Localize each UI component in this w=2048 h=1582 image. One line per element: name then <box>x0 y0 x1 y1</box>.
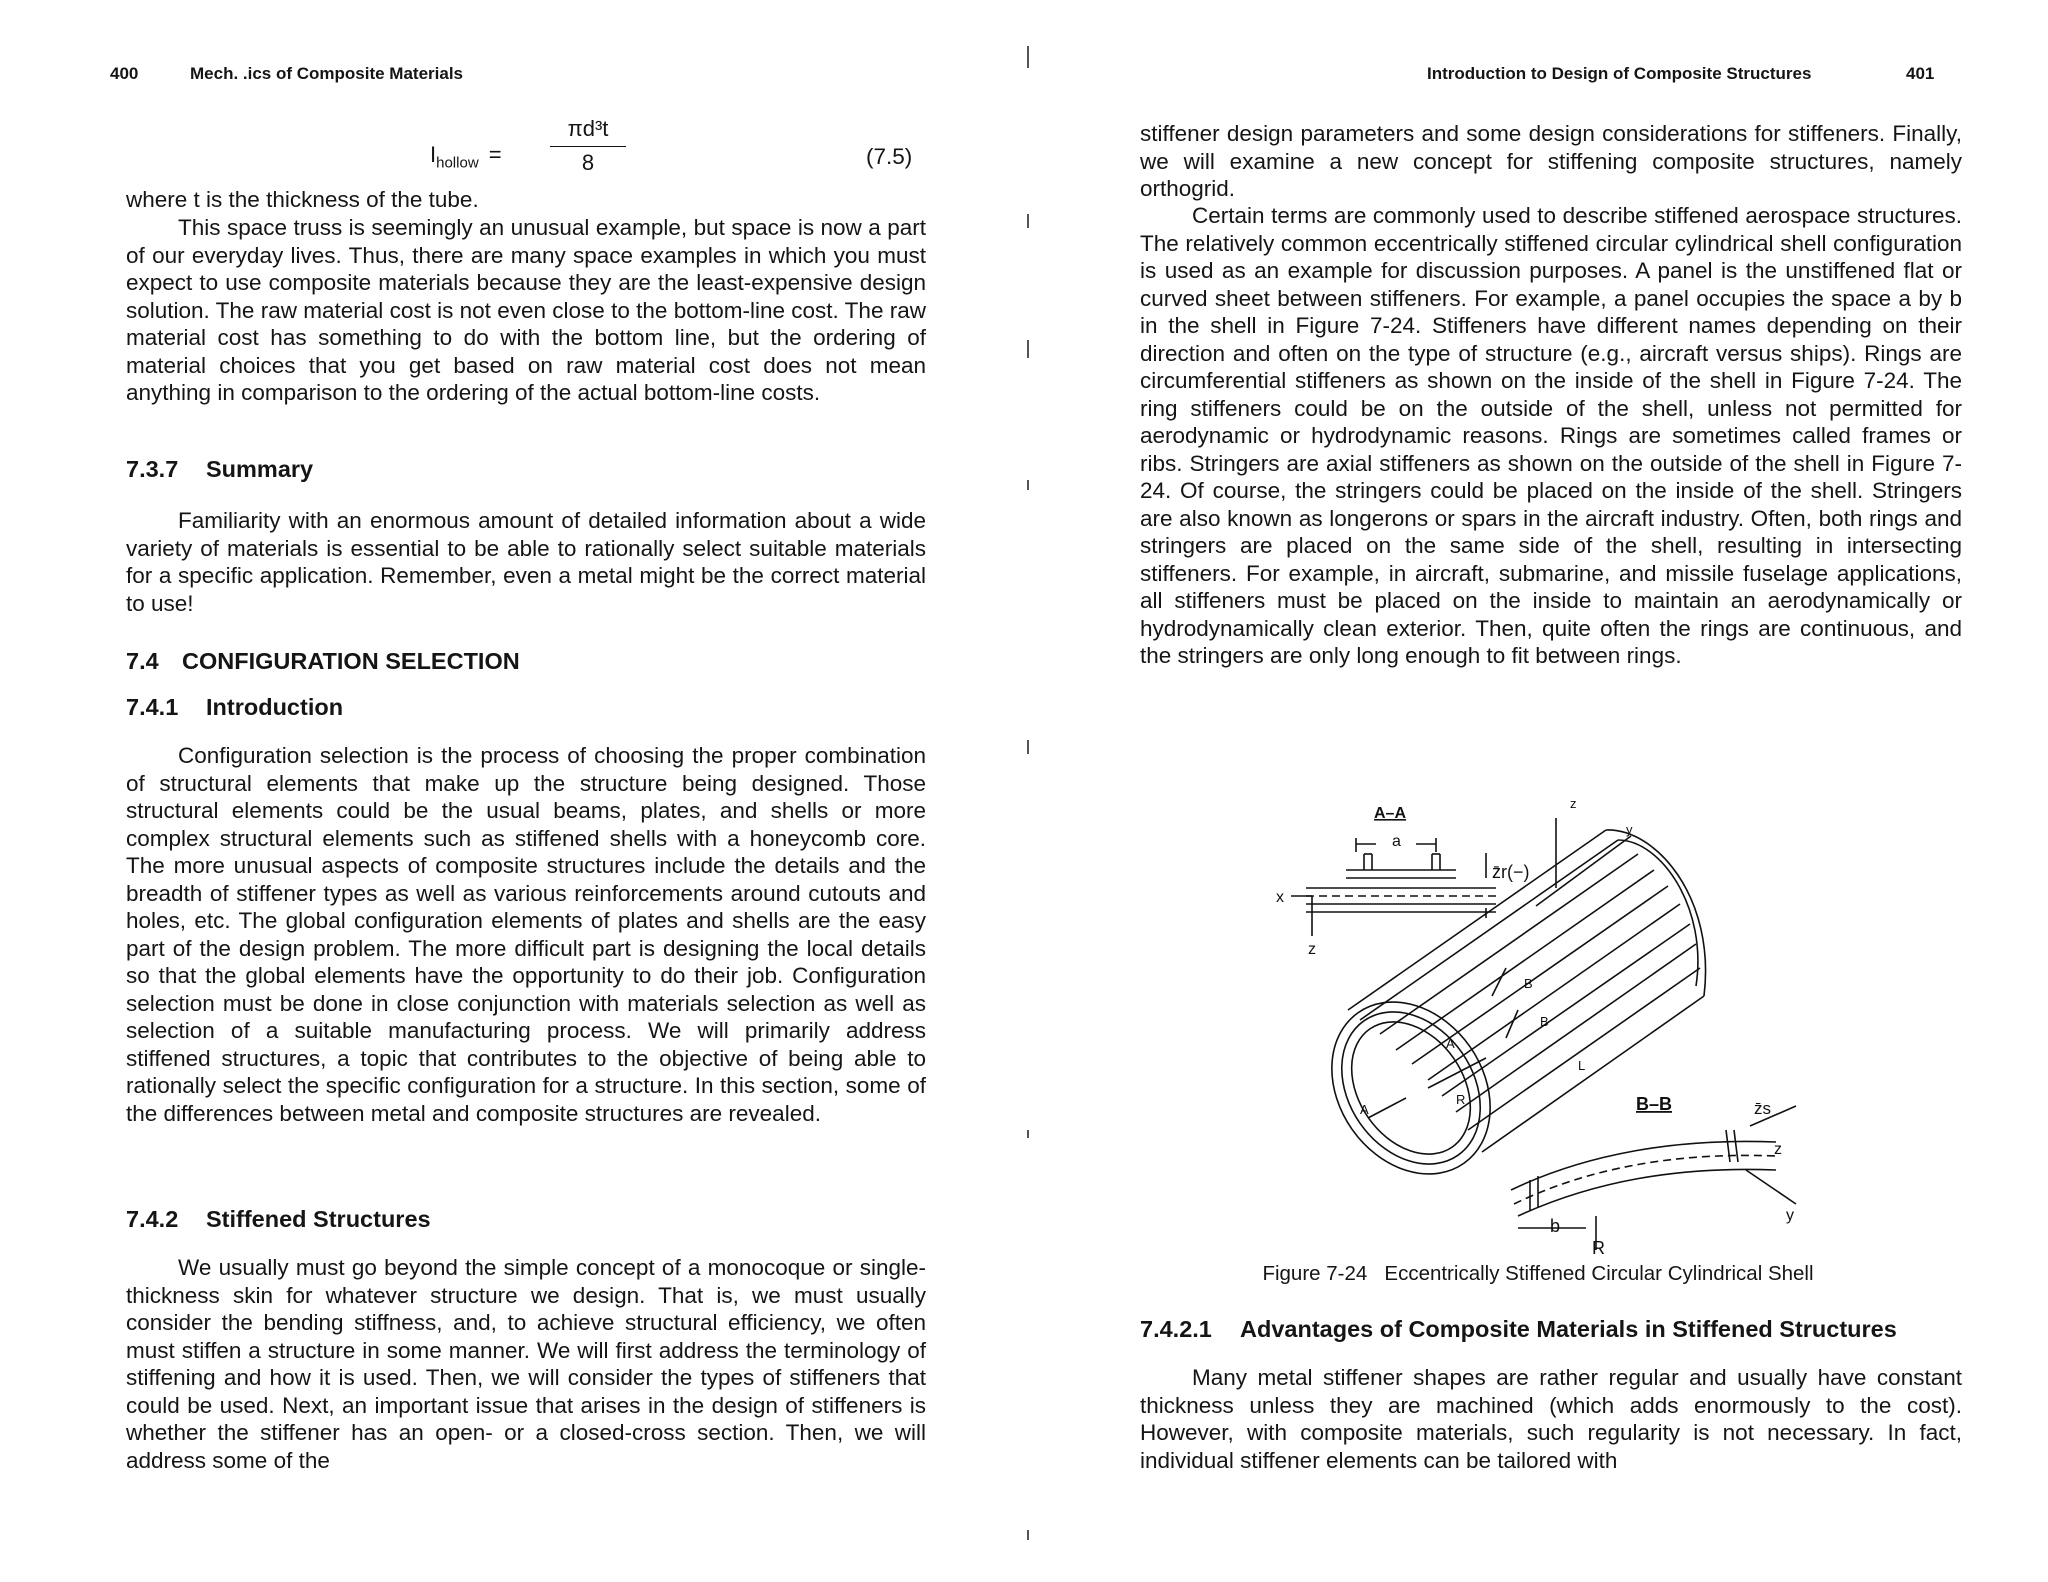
space-truss-text: This space truss is seemingly an unusual example, but space is now a part of our everyday lives. Thus, there are many space examples in which you must expect to use composite materials because they are the least-expensive design solution. The raw material cost is not even close to the bottom-line cost. The raw material cost has something to do with the bottom line, but the ordering of material choices that you get based on raw material cost does not mean anything in comparison to the ordering of the actual bottom-line costs. <box>126 215 926 405</box>
section-number: 7.3.7 <box>126 456 179 482</box>
terms-text: Certain terms are commonly used to describe stiffened aerospace structures. The relatively common eccentrically stiffened circular cylindrical shell configuration is used as an example for discussion purposes. A panel is the unstiffened flat or curved sheet between stiffeners. For example, a panel occupies the space a by b in the shell in Figure 7-24. Stiffeners have different names depending on their direction and often on the type of structure (e.g., aircraft versus ships). Rings are circumferential stiffeners as shown on the inside of the shell in Figure 7-24. The ring stiffeners could be on the outside of the shell, unless not permitted for aerodynamic or hydrodynamic reasons. Rings are sometimes called frames or ribs. Stringers are axial stiffeners as shown on the outside of the shell in Figure 7-24. Of course, the stringers could be placed on the inside of the shell. Stringers are also known as longerons or spars in the aircraft industry. Often, both rings and stringers are placed on the same side of the shell, resulting in intersecting stiffeners. For example, in aircraft, submarine, and missile fuselage applications, all stiffeners must be placed on the inside to maintain an aerodynamically or hydrodynamically clean exterior. Then, quite often the rings are continuous, and the stringers are only long enough to fit between rings. <box>1140 203 1962 668</box>
section-7-4-heading <box>126 648 520 675</box>
figure-7-24-diagram <box>1256 758 1826 1258</box>
label-r-bb: R <box>1592 1238 1605 1258</box>
fraction-bar <box>550 146 626 147</box>
label-y-bb: y <box>1786 1207 1794 1224</box>
label-y-axis: y <box>1626 822 1633 837</box>
section-title: CONFIGURATION SELECTION <box>182 648 520 674</box>
equation-numerator: πd³t <box>567 116 609 141</box>
stiffened-structures-paragraph <box>126 1254 926 1474</box>
introduction-paragraph <box>126 742 926 1127</box>
label-a-upper: A <box>1446 1036 1455 1051</box>
label-b-upper: B <box>1524 976 1533 991</box>
figure-caption-title: Eccentrically Stiffened Circular Cylindrical Shell <box>1384 1262 1814 1285</box>
label-zr: z̄r(−) <box>1492 862 1530 882</box>
where-line <box>126 186 926 214</box>
right-page-number: 401 <box>1906 64 1935 83</box>
section-title: Introduction <box>206 694 344 720</box>
section-title: Advantages of Composite Materials in Stiffened Structures <box>1240 1316 1897 1342</box>
label-z-bb: z <box>1774 1141 1782 1158</box>
section-number: 7.4 <box>126 648 159 674</box>
label-zs: z̄s <box>1754 1099 1771 1118</box>
label-x: x <box>1276 889 1284 906</box>
left-page-number: 400 <box>110 64 139 83</box>
summary-text: Familiarity with an enormous amount of detailed information about a wide variety of materials is essential to be able to rationally select suitable materials for a specific application. Remember, even a metal might be the correct material to use! <box>126 508 926 616</box>
introduction-text: Configuration selection is the process of choosing the proper combination of structural elements that make up the structure being designed. Those structural elements could be the usual beams, plates, and shells or more complex structural elements such as stiffened shells with a honeycomb core. The more unusual aspects of composite structures include the details and the breadth of stiffener types as well as various reinforcements around cutouts and holes, etc. The global configuration elements of plates and shells are the easy part of the design problem. The more difficult part is designing the local details so that the global elements have the opportunity to do their job. Configuration selection must be done in close conjunction with materials selection as well as selection of a suitable manufacturing process. We will primarily address stiffened structures, a topic that contributes to the objective of being able to rationally select the specific configuration for a structure. In this section, some of the differences between metal and composite structures are revealed. <box>126 743 926 1126</box>
label-z-section: z <box>1308 941 1316 958</box>
equation-subscript: hollow <box>436 154 479 172</box>
label-a: a <box>1392 833 1401 850</box>
right-running-head: Introduction to Design of Composite Structures <box>1427 64 1812 83</box>
stiffened-structures-text: We usually must go beyond the simple concept of a monocoque or single-thickness skin for whatever structure we design. That is, we must usually consider the bending stiffness, and, to achieve structural efficiency, we often must stiffen a structure in some manner. We will first address the terminology of stiffening and how it is used. Then, we will consider the types of stiffeners that could be used. Next, an important issue that arises in the design of stiffeners is whether the stiffener has an open- or a closed-cross section. Then, we will address some of the <box>126 1255 926 1473</box>
section-7-4-2-heading <box>126 1206 431 1233</box>
equation-number: (7.5) <box>866 144 913 169</box>
section-title: Stiffened Structures <box>206 1206 431 1232</box>
section-number: 7.4.1 <box>126 694 179 720</box>
continued-text: stiffener design parameters and some design considerations for stiffeners. Finally, we will examine a new concept for stiffening composite structures, namely orthogrid. <box>1140 121 1962 201</box>
advantages-paragraph <box>1140 1364 1962 1474</box>
label-r-cylinder: R <box>1456 1092 1466 1107</box>
terms-paragraph <box>1140 202 1962 670</box>
space-truss-paragraph <box>126 214 926 407</box>
left-running-head: Mech. .ics of Composite Materials <box>190 64 464 83</box>
label-b-lower: B <box>1540 1014 1549 1029</box>
continued-paragraph <box>1140 120 1962 203</box>
section-number: 7.4.2 <box>126 1206 179 1232</box>
section-title: Summary <box>206 456 314 482</box>
section-7-4-2-1-heading <box>1140 1316 1897 1343</box>
section-7-3-7-heading <box>126 456 313 483</box>
equation-lhs: I <box>430 142 437 167</box>
section-7-4-1-heading <box>126 694 343 721</box>
figure-caption-number: Figure 7-24 <box>1262 1262 1368 1285</box>
section-number: 7.4.2.1 <box>1140 1316 1212 1342</box>
section-aa-detail <box>1291 838 1496 936</box>
figure-caption <box>1238 1262 1838 1286</box>
label-a-lower: A <box>1360 1102 1369 1117</box>
label-b: b <box>1550 1216 1561 1236</box>
advantages-text: Many metal stiffener shapes are rather regular and usually have constant thickness unless they are machined (which adds enormously to the cost). However, with composite materials, such regularity is not necessary. In fact, individual stiffener elements can be tailored with <box>1140 1365 1962 1473</box>
label-l: L <box>1578 1058 1586 1073</box>
where-text: where t is the thickness of the tube. <box>126 187 479 212</box>
summary-paragraph <box>126 507 926 617</box>
label-z-axis: z <box>1570 796 1577 811</box>
label-section-bb: B–B <box>1636 1094 1673 1114</box>
label-section-aa: A–A <box>1374 805 1407 822</box>
equation-denominator: 8 <box>581 150 595 175</box>
equation-7-5: $I_{hollow}$ = πd³t 8 <box>430 112 950 182</box>
